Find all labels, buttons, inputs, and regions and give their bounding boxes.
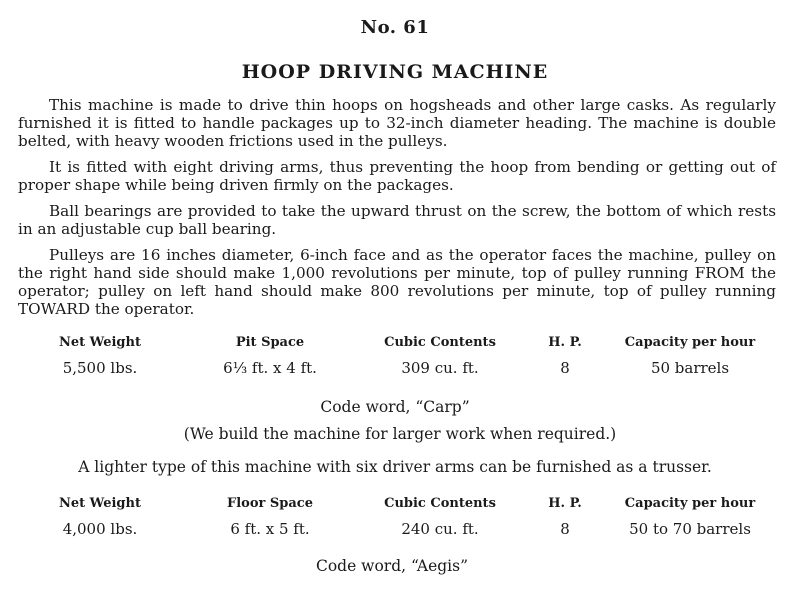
table-header-cubic-contents: Cubic Contents (384, 335, 496, 350)
table-cell-hp: 8 (560, 359, 570, 377)
code-word-carp: Code word, “Carp” (320, 398, 470, 416)
page-title: HOOP DRIVING MACHINE (241, 61, 549, 83)
table-cell-net-weight: 4,000 lbs. (62, 520, 138, 538)
table-header-cubic-contents: Cubic Contents (384, 496, 496, 511)
catalog-number: No. 61 (360, 17, 430, 38)
paragraph: It is fitted with eight driving arms, thus preventing the hoop from bending or getting out of proper shape while being driven firmly on the packages. (18, 158, 776, 194)
paragraph: Ball bearings are provided to take the upward thrust on the screw, the bottom of which rests in an adjustable cup ball bearing. (18, 202, 776, 238)
table-header-hp: H. P. (548, 496, 582, 511)
table-cell-pit-space: 6⅓ ft. x 4 ft. (223, 359, 317, 377)
table-header-capacity: Capacity per hour (624, 335, 756, 350)
table-cell-capacity: 50 to 70 barrels (629, 520, 751, 538)
description-text (18, 96, 776, 326)
table-header-net-weight: Net Weight (59, 335, 141, 350)
table-cell-cubic-contents: 240 cu. ft. (401, 520, 479, 538)
table-cell-cubic-contents: 309 cu. ft. (401, 359, 479, 377)
table-cell-net-weight: 5,500 lbs. (62, 359, 138, 377)
lighter-type-note: A lighter type of this machine with six driver arms can be furnished as a trusser. (78, 458, 712, 476)
table-header-floor-space: Floor Space (227, 496, 313, 511)
paragraph: This machine is made to drive thin hoops on hogsheads and other large casks. As regularly furnished it is fitted to handle packages up to 32-inch diameter heading. The machine is double belted, with heavy wooden frictions used in the pulleys. (18, 96, 776, 150)
table-header-pit-space: Pit Space (235, 335, 305, 350)
code-word-aegis: Code word, “Aegis” (315, 557, 469, 575)
table-cell-floor-space: 6 ft. x 5 ft. (230, 520, 310, 538)
larger-work-note: (We build the machine for larger work when required.) (183, 425, 617, 443)
table-header-capacity: Capacity per hour (624, 496, 756, 511)
table-cell-capacity: 50 barrels (650, 359, 730, 377)
table-header-net-weight: Net Weight (59, 496, 141, 511)
table-header-hp: H. P. (548, 335, 582, 350)
paragraph: Pulleys are 16 inches diameter, 6-inch face and as the operator faces the machine, pulley on the right hand side should make 1,000 revolutions per minute, top of pulley running FROM the operator; pulley on left hand should make 800 revolutions per minute, top of pulley running TOWARD the operator. (18, 246, 776, 318)
table-cell-hp: 8 (560, 520, 570, 538)
